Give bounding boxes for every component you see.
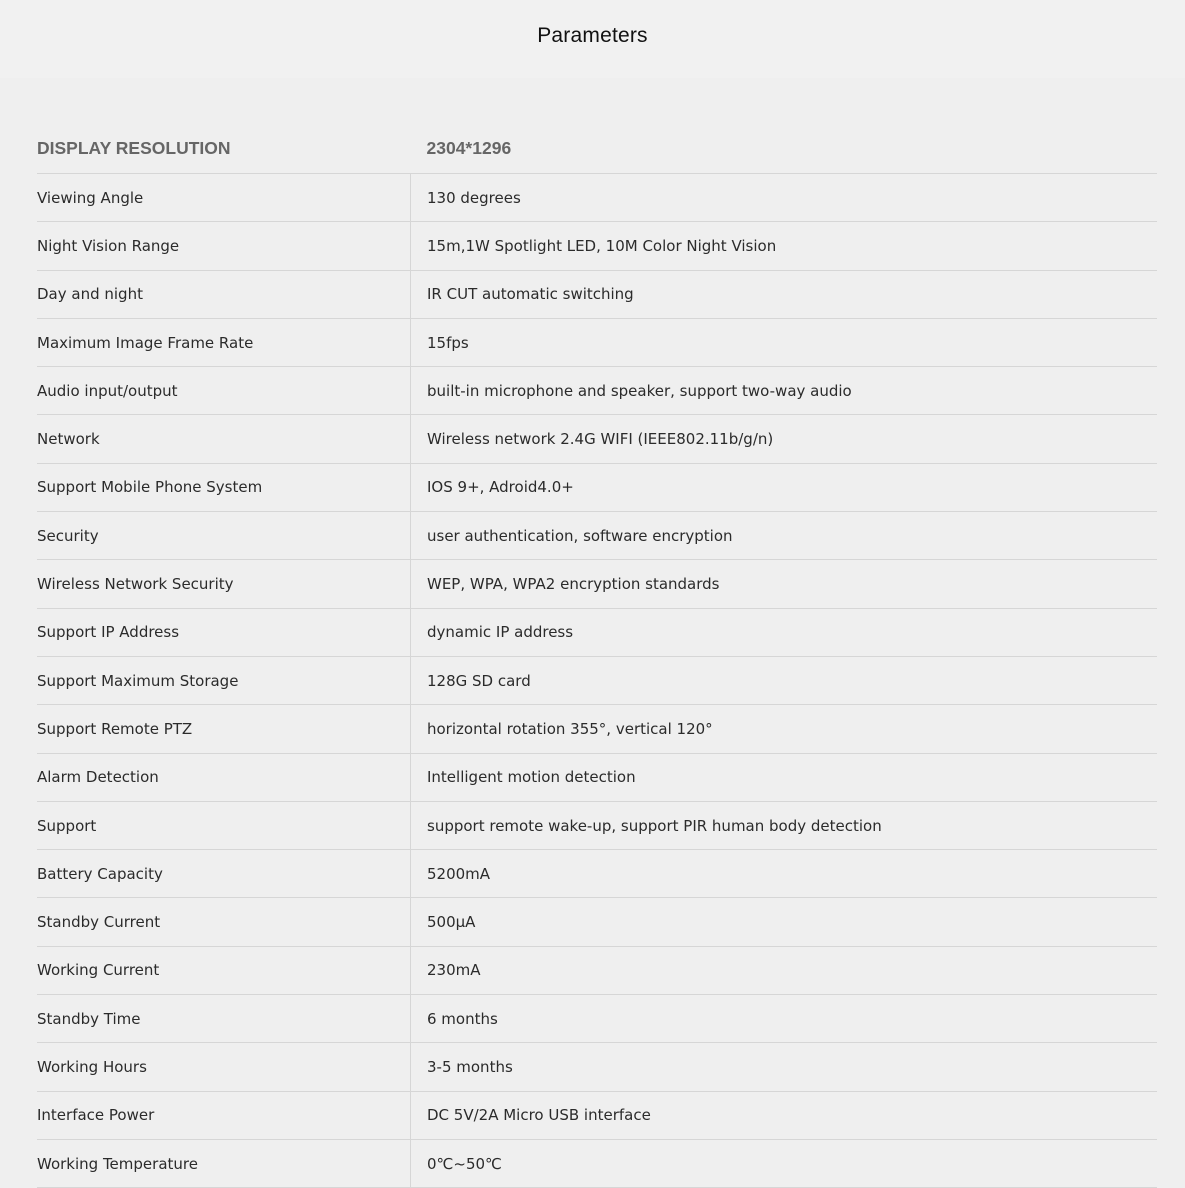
spec-value: horizontal rotation 355°, vertical 120° (411, 705, 1158, 753)
spec-label: Support IP Address (37, 608, 411, 656)
table-header-row (37, 123, 1157, 174)
table-row (37, 174, 1157, 222)
table-row (37, 946, 1157, 994)
spec-label: Alarm Detection (37, 753, 411, 801)
spec-label: Standby Time (37, 995, 411, 1043)
spec-value: Intelligent motion detection (411, 753, 1158, 801)
spec-label: Wireless Network Security (37, 560, 411, 608)
spec-label: Battery Capacity (37, 850, 411, 898)
table-row (37, 801, 1157, 849)
header-value: 2304*1296 (411, 123, 1158, 174)
spec-label: Support Remote PTZ (37, 705, 411, 753)
spec-value: 0℃~50℃ (411, 1139, 1158, 1187)
spec-value: 130 degrees (411, 174, 1158, 222)
page-title: Parameters (537, 24, 648, 47)
spec-label: Support Maximum Storage (37, 656, 411, 704)
spec-value: 3-5 months (411, 1043, 1158, 1091)
table-row (37, 656, 1157, 704)
header-label: DISPLAY RESOLUTION (37, 123, 411, 174)
spec-value: 230mA (411, 946, 1158, 994)
spec-label: Security (37, 512, 411, 560)
table-row (37, 850, 1157, 898)
spec-label: Network (37, 415, 411, 463)
spec-label: Working Hours (37, 1043, 411, 1091)
table-row (37, 560, 1157, 608)
table-row (37, 753, 1157, 801)
table-row (37, 1091, 1157, 1139)
table-row (37, 1139, 1157, 1187)
spec-value: 5200mA (411, 850, 1158, 898)
spec-label: Support Mobile Phone System (37, 463, 411, 511)
spec-value: DC 5V/2A Micro USB interface (411, 1091, 1158, 1139)
spec-value: Wireless network 2.4G WIFI (IEEE802.11b/g/n) (411, 415, 1158, 463)
spec-label: Night Vision Range (37, 222, 411, 270)
table-row (37, 222, 1157, 270)
table-row (37, 995, 1157, 1043)
table-row (37, 898, 1157, 946)
spec-label: Working Temperature (37, 1139, 411, 1187)
spec-value: 6 months (411, 995, 1158, 1043)
spec-label: Viewing Angle (37, 174, 411, 222)
spec-value: support remote wake-up, support PIR human body detection (411, 801, 1158, 849)
spec-value: IOS 9+, Adroid4.0+ (411, 463, 1158, 511)
spec-value: built-in microphone and speaker, support two-way audio (411, 367, 1158, 415)
table-row (37, 318, 1157, 366)
spec-value: 500μA (411, 898, 1158, 946)
spec-label: Day and night (37, 270, 411, 318)
parameters-table-container (37, 123, 1157, 1188)
spec-label: Interface Power (37, 1091, 411, 1139)
spec-label: Working Current (37, 946, 411, 994)
table-row (37, 415, 1157, 463)
spec-label: Support (37, 801, 411, 849)
spec-value: IR CUT automatic switching (411, 270, 1158, 318)
spec-label: Audio input/output (37, 367, 411, 415)
page-header (0, 0, 1185, 78)
table-row (37, 1043, 1157, 1091)
parameters-table (37, 123, 1157, 1188)
table-row (37, 512, 1157, 560)
table-row (37, 608, 1157, 656)
spec-value: WEP, WPA, WPA2 encryption standards (411, 560, 1158, 608)
spec-value: dynamic IP address (411, 608, 1158, 656)
table-row (37, 463, 1157, 511)
spec-value: 128G SD card (411, 656, 1158, 704)
spec-label: Standby Current (37, 898, 411, 946)
table-row (37, 367, 1157, 415)
table-row (37, 270, 1157, 318)
spec-value: 15m,1W Spotlight LED, 10M Color Night Vision (411, 222, 1158, 270)
spec-value: user authentication, software encryption (411, 512, 1158, 560)
spec-value: 15fps (411, 318, 1158, 366)
table-row (37, 705, 1157, 753)
spec-label: Maximum Image Frame Rate (37, 318, 411, 366)
